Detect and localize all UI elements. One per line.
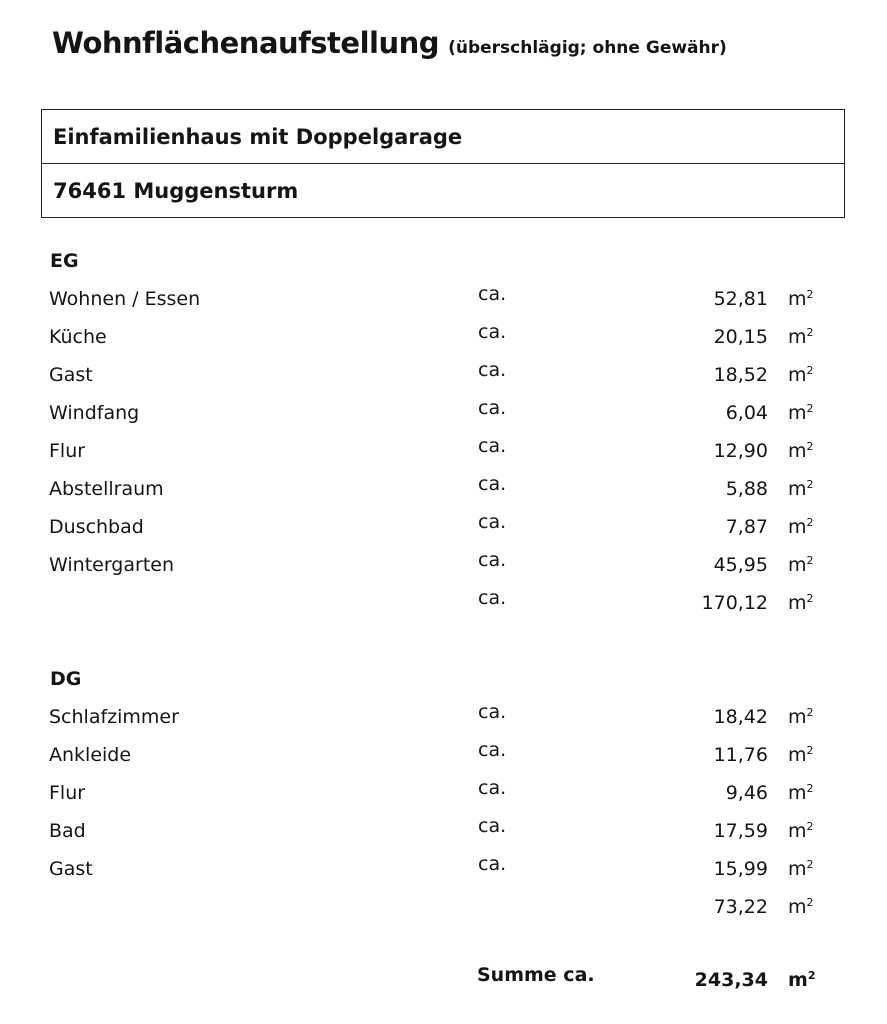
room-name: Abstellraum xyxy=(49,478,164,500)
unit-label: $m^2$ xyxy=(788,288,814,310)
table-row xyxy=(0,397,887,432)
section-title-dg: DG xyxy=(50,668,82,690)
room-area: 9,46 xyxy=(725,782,768,804)
ca-label: ca. xyxy=(478,739,507,761)
subtotal-area: 170,12 xyxy=(701,592,768,614)
room-area: 5,88 xyxy=(725,478,768,500)
room-area: 45,95 xyxy=(713,554,768,576)
room-area: 20,15 xyxy=(713,326,768,348)
table-row xyxy=(0,701,887,736)
room-name: Duschbad xyxy=(49,516,144,538)
unit-label: $m^2$ xyxy=(788,592,814,614)
table-row xyxy=(0,435,887,470)
total-label: Summe ca. xyxy=(477,964,595,986)
ca-label: ca. xyxy=(478,777,507,799)
table-row xyxy=(0,549,887,584)
ca-label: ca. xyxy=(478,359,507,381)
ca-label: ca. xyxy=(478,397,507,419)
room-name: Küche xyxy=(49,326,107,348)
room-name: Flur xyxy=(49,440,86,462)
unit-label: $m^2$ xyxy=(788,402,814,424)
ca-label: ca. xyxy=(478,511,507,533)
ca-label: ca. xyxy=(478,587,507,609)
room-name: Gast xyxy=(49,858,93,880)
room-area: 11,76 xyxy=(713,744,768,766)
table-row xyxy=(0,511,887,546)
ca-label: ca. xyxy=(478,435,507,457)
ca-label: ca. xyxy=(478,321,507,343)
unit-label: $m^2$ xyxy=(788,820,814,842)
unit-label: $m^2$ xyxy=(788,326,814,348)
table-row xyxy=(0,321,887,356)
room-area: 52,81 xyxy=(713,288,768,310)
table-row xyxy=(0,283,887,318)
room-area: 18,42 xyxy=(713,706,768,728)
total-area: 243,34 xyxy=(694,969,768,991)
total-row xyxy=(0,964,887,999)
unit-label: $m^2$ xyxy=(788,364,814,386)
table-row xyxy=(0,853,887,888)
unit-label: $m^2$ xyxy=(788,896,814,918)
table-row xyxy=(0,815,887,850)
unit-label: $m^2$ xyxy=(788,782,814,804)
room-area: 7,87 xyxy=(725,516,768,538)
document-title xyxy=(52,26,727,60)
table-row xyxy=(0,359,887,394)
title-main: Wohnflächenaufstellung xyxy=(52,26,439,60)
room-name: Bad xyxy=(49,820,86,842)
room-name: Wintergarten xyxy=(49,554,175,576)
ca-label: ca. xyxy=(478,473,507,495)
ca-label: ca. xyxy=(478,549,507,571)
unit-label: $m^2$ xyxy=(788,478,814,500)
subtotal-row-dg xyxy=(0,896,887,926)
ca-label: ca. xyxy=(478,701,507,723)
room-name: Schlafzimmer xyxy=(49,706,179,728)
room-area: 15,99 xyxy=(713,858,768,880)
section-title-eg: EG xyxy=(50,250,79,272)
table-row xyxy=(0,473,887,508)
ca-label: ca. xyxy=(478,853,507,875)
object-box xyxy=(41,109,845,218)
room-area: 18,52 xyxy=(713,364,768,386)
room-name: Gast xyxy=(49,364,93,386)
unit-label: $m^2$ xyxy=(788,969,816,991)
unit-label: $m^2$ xyxy=(788,516,814,538)
room-area: 17,59 xyxy=(713,820,768,842)
ca-label: ca. xyxy=(478,283,507,305)
room-name: Ankleide xyxy=(49,744,132,766)
object-type: Einfamilienhaus mit Doppelgarage xyxy=(42,110,844,164)
room-name: Flur xyxy=(49,782,86,804)
unit-label: $m^2$ xyxy=(788,744,814,766)
room-area: 12,90 xyxy=(713,440,768,462)
subtotal-area: 73,22 xyxy=(713,896,768,918)
unit-label: $m^2$ xyxy=(788,858,814,880)
subtotal-row-eg xyxy=(0,587,887,622)
unit-label: $m^2$ xyxy=(788,440,814,462)
object-location: 76461 Muggensturm xyxy=(53,179,299,203)
room-area: 6,04 xyxy=(725,402,768,424)
table-row xyxy=(0,777,887,812)
ca-label: ca. xyxy=(478,815,507,837)
room-name: Windfang xyxy=(49,402,140,424)
unit-label: $m^2$ xyxy=(788,554,814,576)
title-subtitle: (überschlägig; ohne Gewähr) xyxy=(448,38,727,58)
room-name: Wohnen / Essen xyxy=(49,288,201,310)
unit-label: $m^2$ xyxy=(788,706,814,728)
table-row xyxy=(0,739,887,774)
